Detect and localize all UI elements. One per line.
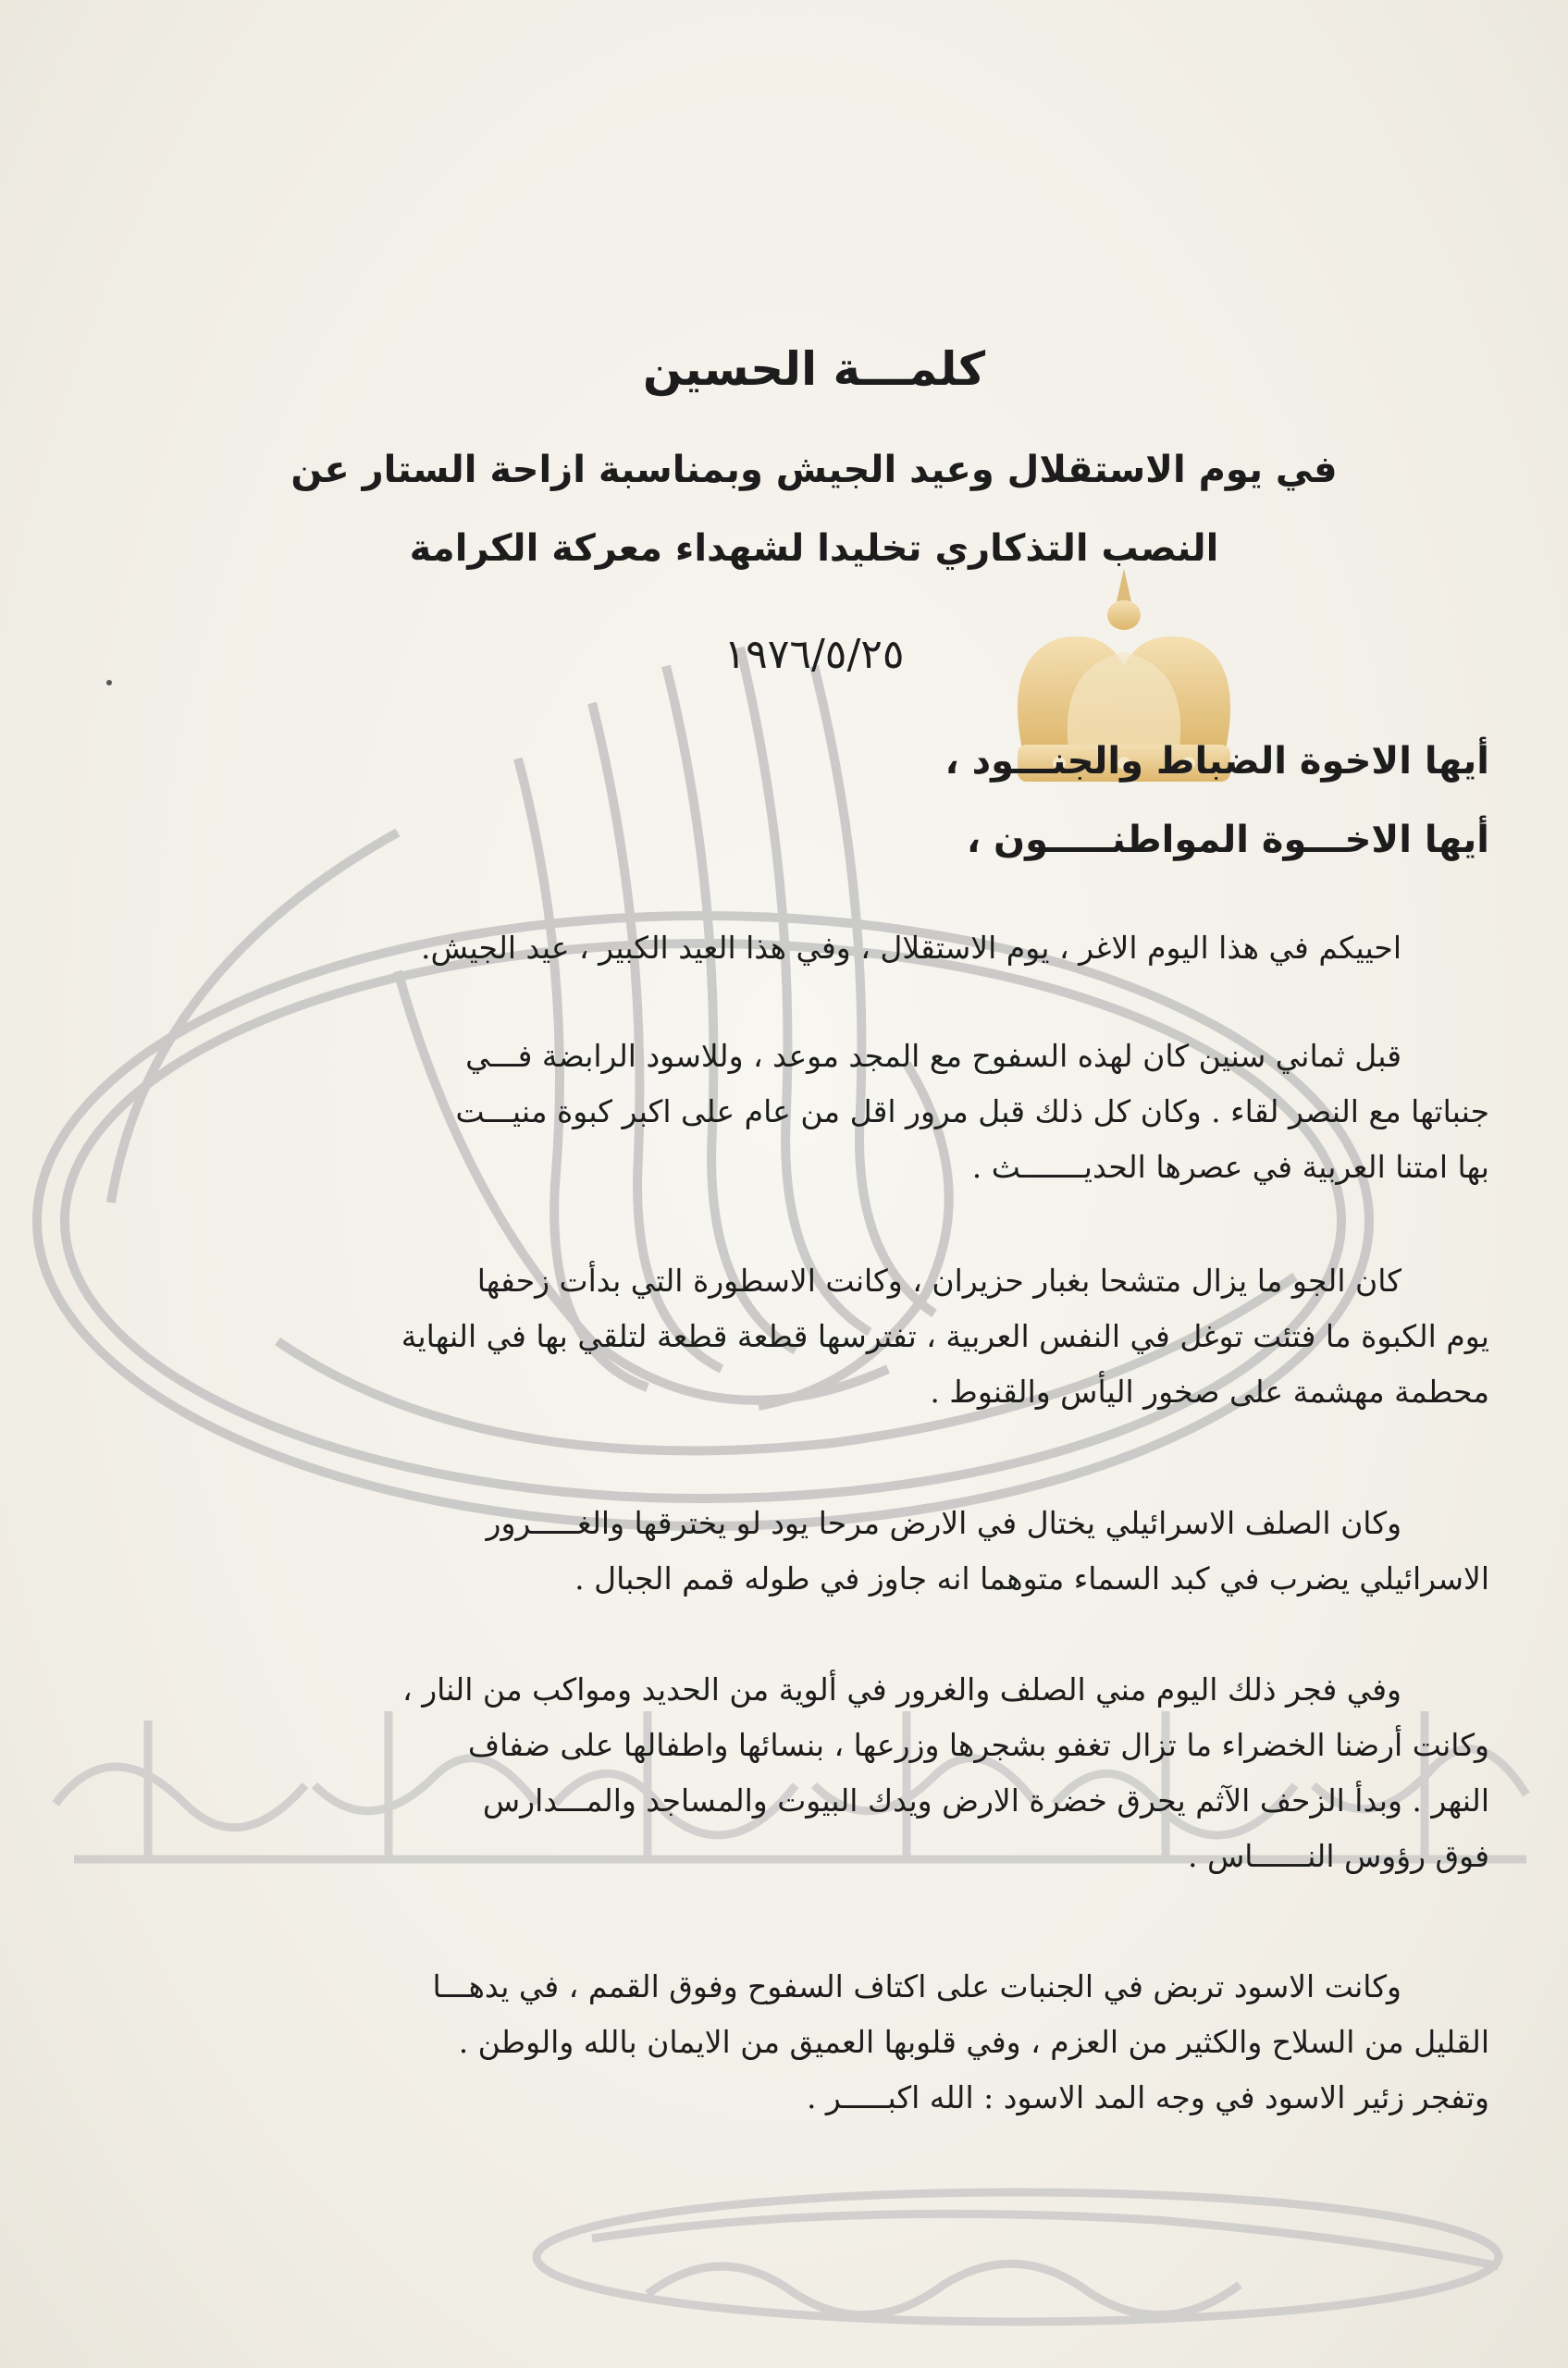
paragraph-line: محطمة مهشمة على صخور اليأس والقنوط . xyxy=(930,1374,1489,1410)
paragraph-line: وكان الصلف الاسرائيلي يختال في الارض مرحا يود لو يخترقها والغـــــرور xyxy=(486,1505,1401,1541)
paragraph-line: وكانت أرضنا الخضراء ما تزال تغفو بشجرها وزرعها ، بنسائها واطفالها على ضفاف xyxy=(467,1727,1489,1763)
greeting-citizens: أيها الاخـــوة المواطنـــــون ، xyxy=(966,819,1489,861)
paragraph-line: الاسرائيلي يضرب في كبد السماء متوهما انه جاوز في طوله قمم الجبال . xyxy=(574,1560,1489,1597)
paragraph-line: قبل ثماني سنين كان لهذه السفوح مع المجد موعد ، وللاسود الرابضة فـــي xyxy=(465,1038,1401,1074)
paragraph-6 xyxy=(139,1959,1489,2126)
paragraph-line: كان الجو ما يزال متشحا بغبار حزيران ، وكانت الاسطورة التي بدأت زحفها xyxy=(476,1263,1401,1299)
paragraph-line: وفي فجر ذلك اليوم مني الصلف والغرور في ألوية من الحديد ومواكب من النار ، xyxy=(402,1671,1401,1708)
paragraph-line: جنباتها مع النصر لقاء . وكان كل ذلك قبل مرور اقل من عام على اكبر كبوة منيـــت xyxy=(455,1093,1489,1129)
paragraph-1 xyxy=(139,920,1489,976)
paragraph-3 xyxy=(139,1253,1489,1420)
paragraph-line: النهر . وبدأ الزحف الآثم يحرق خضرة الارض ويدك البيوت والمساجد والمـــدارس xyxy=(482,1782,1489,1819)
page-title: كلمـــة الحسين xyxy=(642,342,986,396)
greeting-officers: أيها الاخوة الضباط والجنـــود ، xyxy=(945,740,1489,783)
paragraph-5 xyxy=(139,1662,1489,1884)
paragraph-line: بها امتنا العربية في عصرها الحديـــــــث . xyxy=(971,1149,1489,1185)
subtitle-line-2: النصب التذكاري تخليدا لشهداء معركة الكرامة xyxy=(409,527,1219,570)
paragraph-line: احييكم في هذا اليوم الاغر ، يوم الاستقلال ، وفي هذا العيد الكبير ، عيد الجيش. xyxy=(421,930,1401,966)
speech-date: ١٩٧٦/٥/٢٥ xyxy=(723,631,905,678)
paragraph-line: وتفجر زئير الاسود في وجه المد الاسود : الله اكبـــــر . xyxy=(806,2079,1489,2115)
paragraph-4 xyxy=(139,1496,1489,1607)
paragraph-2 xyxy=(139,1029,1489,1195)
paragraph-line: فوق رؤوس النــــــاس . xyxy=(1187,1838,1489,1874)
paragraph-line: وكانت الاسود تربض في الجنبات على اكتاف السفوح وفوق القمم ، في يدهـــا xyxy=(432,1968,1401,2004)
paragraph-line: القليل من السلاح والكثير من العزم ، وفي قلوبها العميق من الايمان بالله والوطن . xyxy=(458,2024,1489,2060)
subtitle-line-1: في يوم الاستقلال وعيد الجيش وبمناسبة ازاحة الستار عن xyxy=(290,449,1338,491)
paragraph-line: يوم الكبوة ما فتئت توغل في النفس العربية ، تفترسها قطعة قطعة لتلقي بها في النهاية xyxy=(401,1318,1489,1354)
scan-speck xyxy=(106,680,112,685)
